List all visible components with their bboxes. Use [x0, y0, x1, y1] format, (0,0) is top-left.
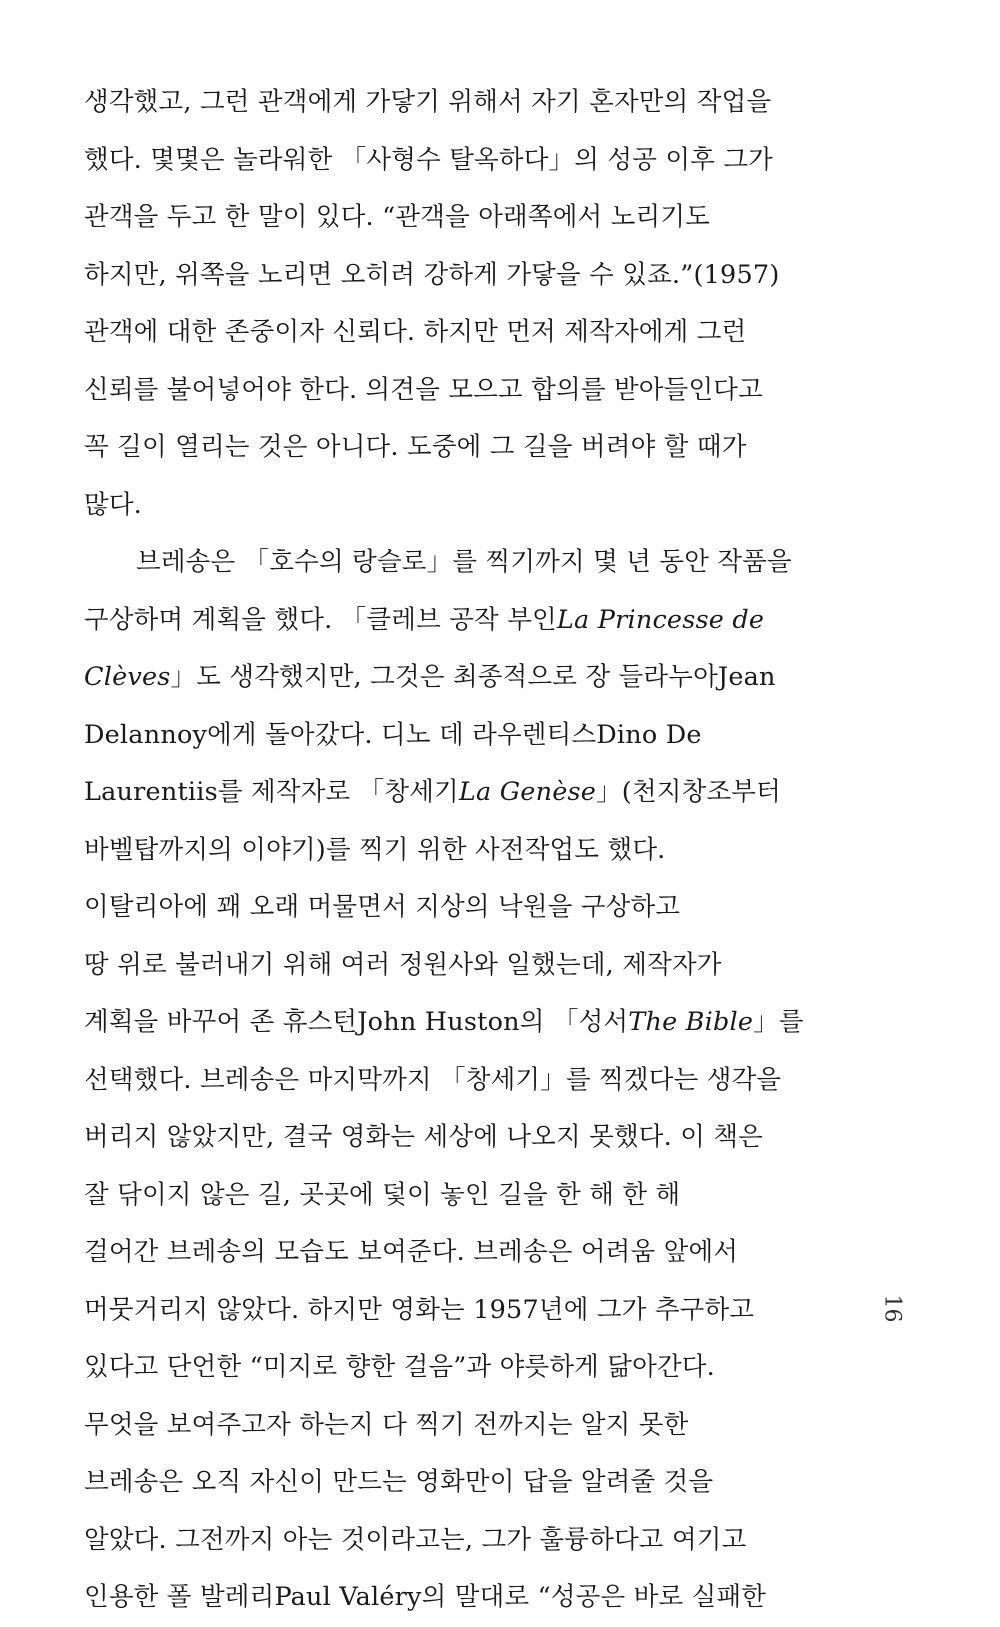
text-line: 잘 닦이지 않은 길, 곳곳에 덫이 놓인 길을 한 해 한 해 [84, 1179, 681, 1210]
text-line: 머뭇거리지 않았다. 하지만 영화는 1957년에 그가 추구하고 [84, 1294, 755, 1325]
text-line: 많다. [84, 489, 142, 520]
text-segment: 」(천지창조부터 [596, 777, 781, 807]
foreign-title: La Genèse [458, 777, 597, 807]
text-segment: 」를 [753, 1007, 804, 1037]
text-line: 무엇을 보여주고자 하는지 다 찍기 전까지는 알지 못한 [84, 1409, 689, 1440]
text-line [84, 592, 844, 650]
text-line: 있다고 단언한 “미지로 향한 걸음”과 야릇하게 닮아간다. [84, 1352, 715, 1382]
text-line: 관객을 두고 한 말이 있다. “관객을 아래쪽에서 노리기도 [84, 202, 711, 232]
text-line: 꼭 길이 열리는 것은 아니다. 도중에 그 길을 버려야 할 때가 [84, 432, 747, 462]
text-line: 선택했다. 브레송은 마지막까지 「창세기」를 찍겠다는 생각을 [84, 1064, 782, 1095]
page-number: 16 [879, 1294, 905, 1323]
text-line: 땅 위로 불러내기 위해 여러 정원사와 일했는데, 제작자가 [84, 949, 722, 980]
text-line: 바벨탑까지의 이야기)를 찍기 위한 사전작업도 했다. [84, 834, 666, 865]
paragraph-first-line: 브레송은 「호수의 랑슬로」를 찍기까지 몇 년 동안 작품을 [136, 547, 792, 577]
foreign-title: The Bible [628, 1007, 754, 1037]
text-line: 걸어간 브레송의 모습도 보여준다. 브레송은 어려움 앞에서 [84, 1237, 739, 1267]
text-segment: 계획을 바꾸어 존 휴스턴John Huston의 「성서 [84, 1007, 629, 1037]
text-segment: 」도 생각했지만, 그것은 최종적으로 장 들라누아Jean [170, 662, 776, 692]
text-segment: Laurentiis를 제작자로 「창세기 [84, 777, 459, 807]
document-body [84, 74, 844, 1627]
foreign-title: Clèves [84, 662, 171, 692]
text-line: 버리지 않았지만, 결국 영화는 세상에 나오지 못했다. 이 책은 [84, 1122, 764, 1152]
text-line [84, 649, 844, 707]
text-line: Delannoy에게 돌아갔다. 디노 데 라우렌티스Dino De [84, 719, 702, 750]
text-line [84, 994, 844, 1052]
text-line: 인용한 폴 발레리Paul Valéry의 말대로 “성공은 바로 실패한 [84, 1582, 767, 1612]
text-line: 브레송은 오직 자신이 만드는 영화만이 답을 알려줄 것을 [84, 1467, 714, 1497]
foreign-title: La Princesse de [556, 604, 765, 635]
text-line [84, 764, 844, 822]
text-line: 신뢰를 불어넣어야 한다. 의견을 모으고 합의를 받아들인다고 [84, 374, 763, 405]
text-line: 알았다. 그전까지 아는 것이라고는, 그가 훌륭하다고 여기고 [84, 1524, 747, 1555]
text-line: 했다. 몇몇은 놀라워한 「사형수 탈옥하다」의 성공 이후 그가 [84, 144, 774, 175]
text-line: 생각했고, 그런 관객에게 가닿기 위해서 자기 혼자만의 작업을 [84, 87, 772, 117]
text-line: 하지만, 위쪽을 노리면 오히려 강하게 가닿을 수 있죠.”(1957) [84, 259, 780, 290]
text-line: 이탈리아에 꽤 오래 머물면서 지상의 낙원을 구상하고 [84, 892, 681, 922]
text-segment: 구상하며 계획을 했다. 「클레브 공작 부인 [84, 604, 557, 635]
text-line: 관객에 대한 존중이자 신뢰다. 하지만 먼저 제작자에게 그런 [84, 317, 747, 347]
